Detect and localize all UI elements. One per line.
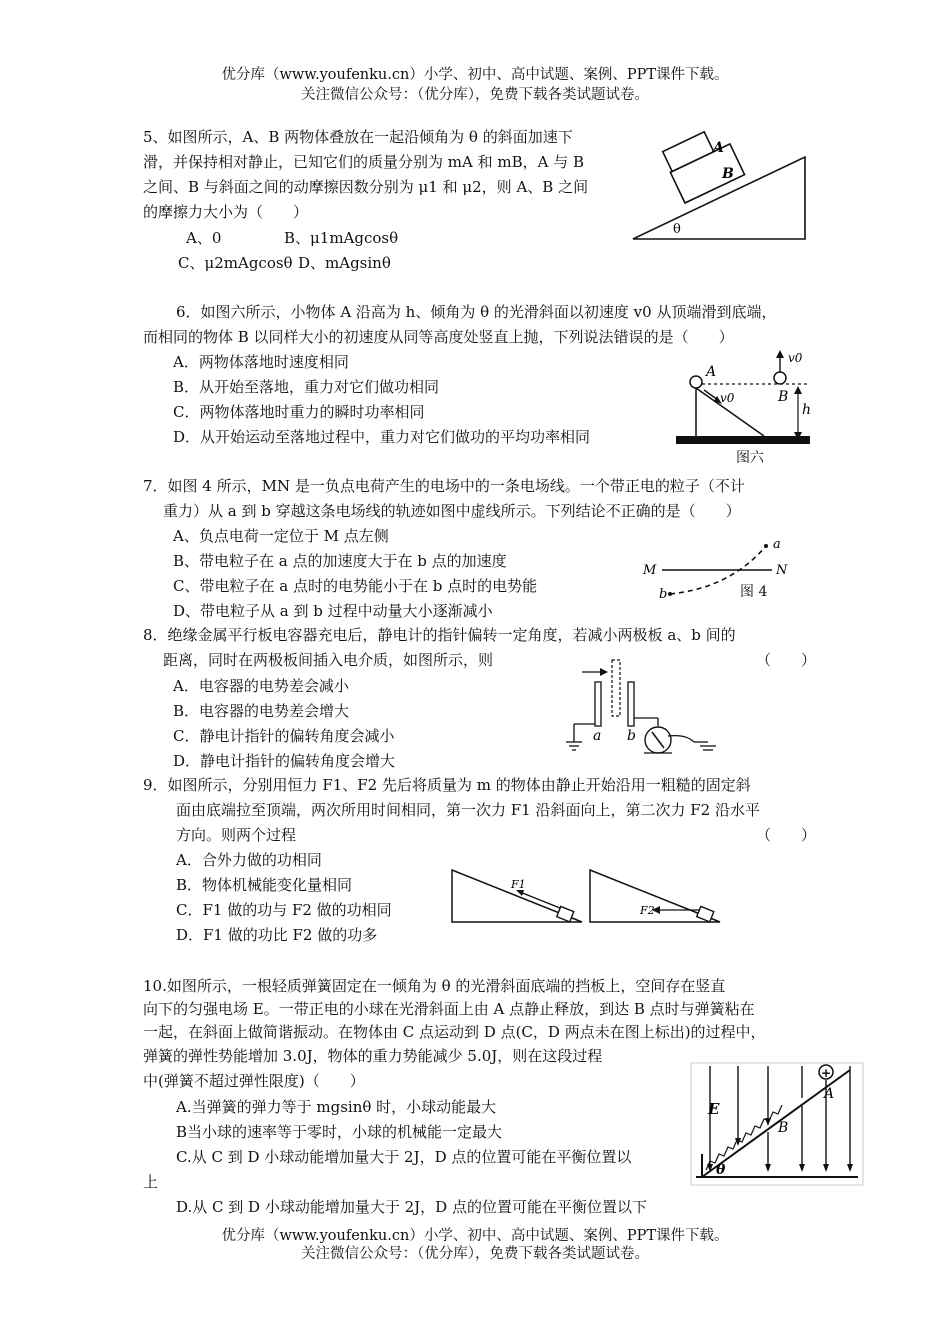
q6-option-d: D．从开始运动至落地过程中，重力对它们做功的平均功率相同: [173, 428, 591, 446]
q9-option-b: B．物体机械能变化量相同: [176, 876, 353, 894]
q5-line-2: 滑，并保持相对静止，已知它们的质量分别为 mA 和 mB，A 与 B: [143, 153, 585, 171]
q9-answer-blank: （ ）: [756, 826, 817, 844]
dielectric: [612, 660, 620, 716]
header-line-2: 关注微信公众号：（优分库），免费下载各类试题试卷。: [301, 87, 649, 103]
q7-figure-caption: 图 4: [740, 584, 768, 600]
label-a: A: [824, 1086, 835, 1102]
v0-label-b: v0: [788, 351, 803, 365]
ball-a: [690, 376, 702, 388]
q5-line-3: 之间、B 与斜面之间的动摩擦因数分别为 μ1 和 μ2，则 A、B 之间: [143, 178, 589, 196]
ball-b: [774, 372, 786, 384]
plate-b: [628, 682, 634, 726]
label-n: N: [776, 563, 788, 578]
q8-answer-blank: （ ）: [756, 651, 817, 669]
q8-option-d: D．静电计指针的偏转角度会增大: [173, 752, 396, 770]
q5-line-4: 的摩擦力大小为（ ）: [143, 203, 309, 221]
q9-line-3: 方向。则两个过程: [176, 826, 297, 844]
q5-option-d: D、mAgsinθ: [298, 254, 391, 272]
q6-option-b: B．从开始至落地，重力对它们做功相同: [173, 378, 440, 396]
label-b: B: [778, 1120, 789, 1136]
q9-option-a: A．合外力做的功相同: [176, 851, 322, 869]
label-b: b: [659, 587, 668, 602]
q7-line-2: 重力）从 a 到 b 穿越这条电场线的轨迹如图中虚线所示。下列结论不正确的是（ ）: [163, 502, 741, 520]
q6-option-a: A．两物体落地时速度相同: [173, 353, 349, 371]
q10-option-c: C.从 C 到 D 小球动能增加量大于 2J，D 点的位置可能在平衡位置以: [176, 1148, 632, 1166]
q5-line-1: 5、如图所示，A、B 两物体叠放在一起沿倾角为 θ 的斜面加速下: [143, 128, 573, 146]
q6-line-2: 而相同的物体 B 以同样大小的初速度从同等高度处竖直上抛，下列说法错误的是（ ）: [143, 328, 734, 346]
q10-line-5: 中(弹簧不超过弹性限度)（ ）: [143, 1072, 365, 1090]
label-b: B: [722, 166, 734, 182]
q6-figure-caption: 图六: [736, 450, 764, 466]
f2-label: F2: [640, 904, 655, 917]
q8-capacitor-figure: [560, 652, 725, 762]
label-e: E: [708, 1100, 720, 1118]
q6-figure: [672, 348, 822, 448]
label-a: a: [593, 728, 602, 744]
q10-option-c-continued: 上: [143, 1173, 159, 1191]
plus-sign: +: [821, 1066, 832, 1080]
q9-incline-figures: [448, 866, 738, 926]
v0-label-a: v0: [720, 391, 735, 405]
label-a: a: [773, 537, 781, 552]
q10-spring-figure: [690, 1062, 865, 1187]
q10-line-1: 10.如图所示，一根轻质弹簧固定在一倾角为 θ 的光滑斜面底端的挡板上，空间存在竖直: [143, 977, 726, 995]
plate-a: [595, 682, 601, 726]
q10-option-b: B当小球的速率等于零时，小球的机械能一定最大: [176, 1123, 503, 1141]
label-a: A: [706, 364, 717, 380]
footer-line-1: 优分库（www.youfenku.cn）小学、初中、高中试题、案例、PPT课件下载。: [221, 1228, 729, 1244]
q6-option-c: C．两物体落地时重力的瞬时功率相同: [173, 403, 425, 421]
q9-line-1: 9．如图所示，分别用恒力 F1、F2 先后将质量为 m 的物体由静止开始沿用一粗糙的固定斜: [143, 776, 751, 794]
f1-label: F1: [511, 878, 526, 891]
q7-option-d: D、带电粒子从 a 到 b 过程中动量大小逐渐减小: [173, 602, 493, 620]
q5-option-c: C、μ2mAgcosθ: [178, 254, 293, 272]
q8-line-1: 8．绝缘金属平行板电容器充电后，静电计的指针偏转一定角度，若减小两极板 a、b 间的: [143, 626, 736, 644]
angle-label: θ: [716, 1162, 726, 1178]
header-line-1: 优分库（www.youfenku.cn）小学、初中、高中试题、案例、PPT课件下载。: [221, 67, 729, 83]
q7-line-1: 7．如图 4 所示，MN 是一负点电荷产生的电场中的一条电场线。一个带正电的粒子（不计: [143, 477, 745, 495]
q5-option-a: A、0: [186, 229, 222, 247]
h-label: h: [802, 402, 812, 418]
q10-line-4: 弹簧的弹性势能增加 3.0J，物体的重力势能减少 5.0J，则在这段过程: [143, 1047, 603, 1065]
label-m: M: [643, 563, 657, 578]
q6-line-1: 6．如图六所示，小物体 A 沿高为 h、倾角为 θ 的光滑斜面以初速度 v0 从顶端滑到底端，: [176, 303, 777, 321]
q9-option-c: C．F1 做的功与 F2 做的功相同: [176, 901, 392, 919]
q7-field-line-figure: [640, 530, 800, 605]
q9-option-d: D．F1 做的功比 F2 做的功多: [176, 926, 378, 944]
q7-option-a: A、负点电荷一定位于 M 点左侧: [173, 527, 389, 545]
q10-option-a: A.当弹簧的弹力等于 mgsinθ 时，小球动能最大: [176, 1098, 497, 1116]
ground: [676, 436, 810, 444]
q5-option-b: B、μ1mAgcosθ: [284, 229, 399, 247]
label-b: b: [627, 728, 636, 744]
q8-option-a: A．电容器的电势差会减小: [173, 677, 349, 695]
q10-option-d: D.从 C 到 D 小球动能增加量大于 2J，D 点的位置可能在平衡位置以下: [176, 1198, 647, 1216]
q8-line-2: 距离，同时在两极板间插入电介质，如图所示，则: [163, 651, 494, 669]
angle-label: θ: [673, 222, 681, 237]
q7-option-b: B、带电粒子在 a 点的加速度大于在 b 点的加速度: [173, 552, 507, 570]
q10-line-3: 一起，在斜面上做简谐振动。在物体由 C 点运动到 D 点(C，D 两点未在图上标出)的过程中，: [143, 1023, 766, 1041]
q8-option-b: B．电容器的电势差会增大: [173, 702, 350, 720]
label-a: A: [713, 140, 724, 156]
q8-option-c: C．静电计指针的偏转角度会减小: [173, 727, 395, 745]
footer-line-2: 关注微信公众号：（优分库），免费下载各类试题试卷。: [301, 1246, 649, 1262]
q5-incline-figure: [625, 125, 815, 245]
q9-line-2: 面由底端拉至顶端，两次所用时间相同，第一次力 F1 沿斜面向上，第二次力 F2 沿水平: [176, 801, 760, 819]
q10-line-2: 向下的匀强电场 E。一带正电的小球在光滑斜面上由 A 点静止释放，到达 B 点时与弹簧粘在: [143, 1000, 755, 1018]
label-b: B: [778, 389, 789, 405]
q7-option-c: C、带电粒子在 a 点时的电势能小于在 b 点时的电势能: [173, 577, 538, 595]
